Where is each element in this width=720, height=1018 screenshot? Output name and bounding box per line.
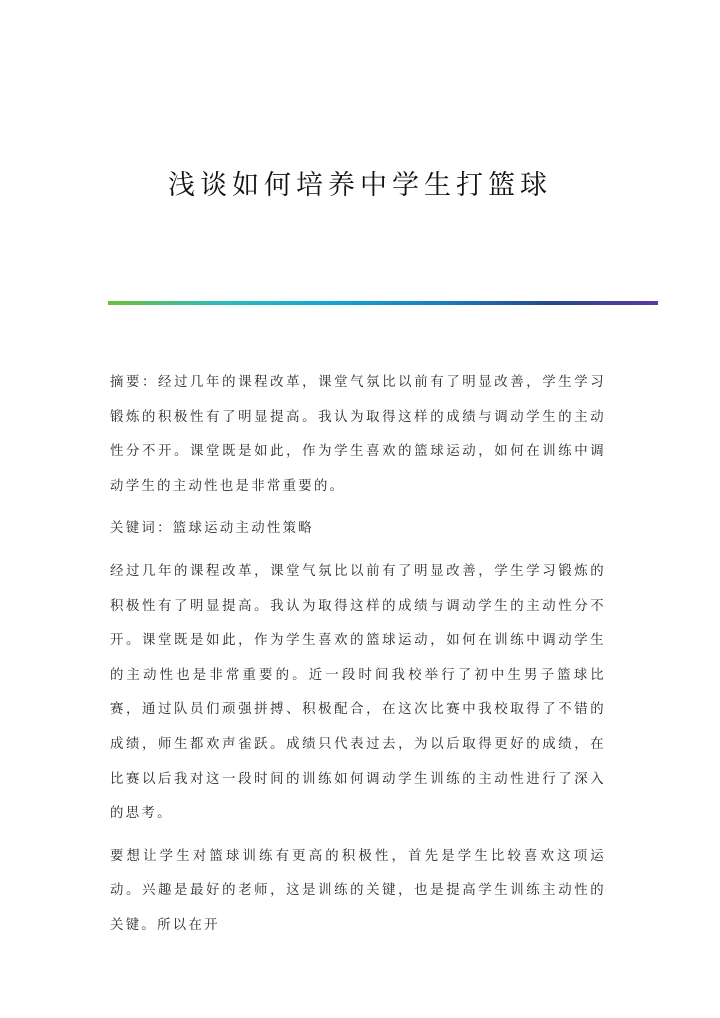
keywords-paragraph xyxy=(110,512,606,547)
body-paragraph: 要想让学生对篮球训练有更高的积极性，首先是学生比较喜欢这项运动。兴趣是最好的老师，这是训练的关键，也是提高学生训练主动性的关键。所以在开 xyxy=(110,848,606,933)
document-body xyxy=(110,366,606,952)
keywords-label: 关键词： xyxy=(110,521,173,537)
title-divider xyxy=(108,301,658,305)
abstract-label: 摘要： xyxy=(110,375,159,390)
body-paragraph: 经过几年的课程改革，课堂气氛比以前有了明显改善，学生学习锻炼的积极性有了明显提高。我认为取得这样的成绩与调动学生的主动性分不开。课堂既是如此，作为学生喜欢的篮球运动，如何在训练中调动学生的主动性也是非常重要的。近一段时间我校举行了初中生男子篮球比赛，通过队员们顽强拼搏、积极配合，在这次比赛中我校取得了不错的成绩，师生都欢声雀跃。成绩只代表过去，为以后取得更好的成绩，在比赛以后我对这一段时间的训练如何调动学生训练的主动性进行了深入的思考。 xyxy=(110,563,606,822)
keywords-text: 篮球运动主动性策略 xyxy=(172,521,314,537)
document-title: 浅谈如何培养中学生打篮球 xyxy=(168,170,552,201)
abstract-text: 经过几年的课程改革，课堂气氛比以前有了明显改善，学生学习锻炼的积极性有了明显提高。我认为取得这样的成绩与调动学生的主动性分不开。课堂既是如此，作为学生喜欢的篮球运动，如何在训练中调动学生的主动性也是非常重要的。 xyxy=(110,375,606,494)
abstract-paragraph xyxy=(110,366,606,504)
